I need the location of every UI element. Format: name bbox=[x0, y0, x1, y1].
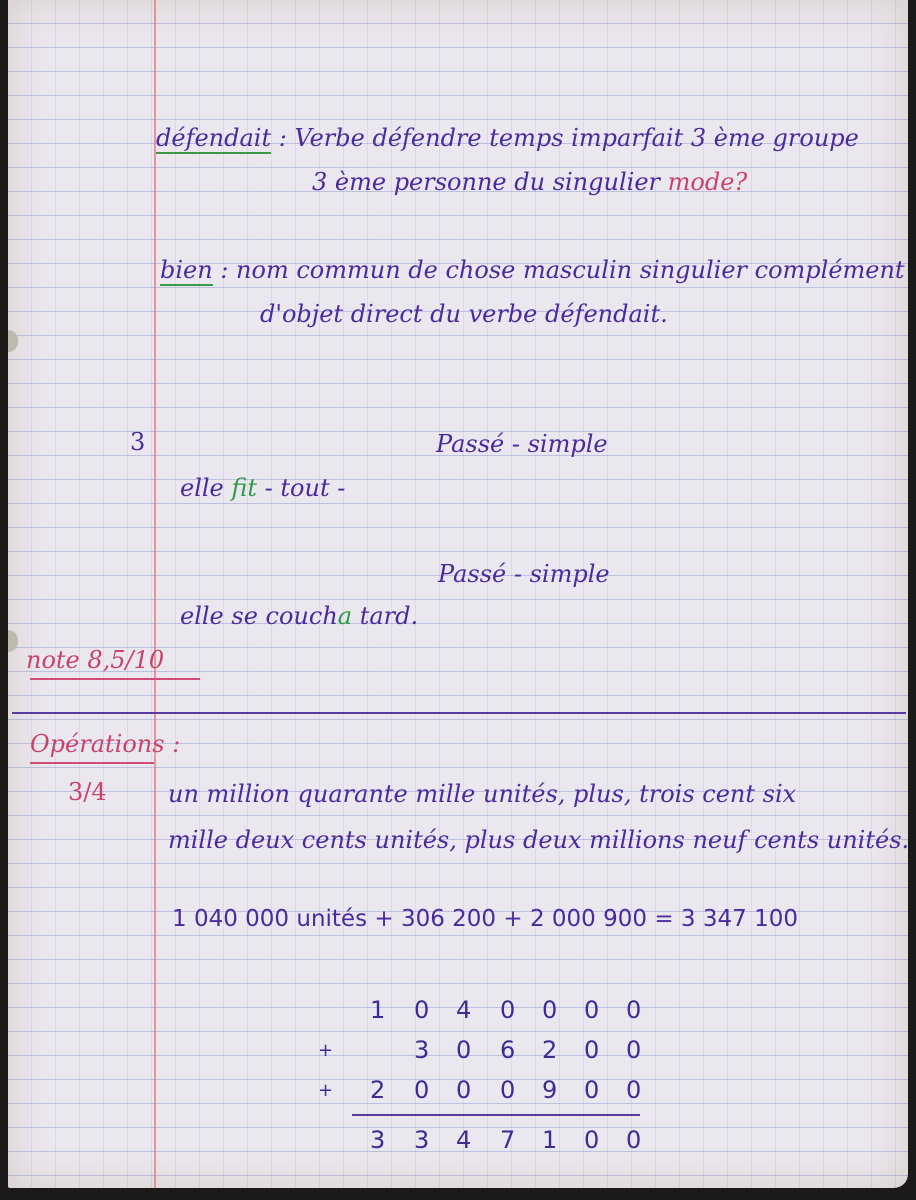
addition-digit: 0 bbox=[500, 1076, 516, 1104]
passe-simple-label-2: Passé - simple bbox=[438, 560, 610, 588]
addition-digit: 0 bbox=[500, 996, 516, 1024]
addition-digit: 0 bbox=[584, 1036, 600, 1064]
analysis-defendait-line2 bbox=[312, 168, 747, 196]
addition-digit: 2 bbox=[370, 1076, 386, 1104]
binder-hole bbox=[8, 630, 18, 652]
operations-title: Opérations : bbox=[30, 730, 181, 758]
word-bien: bien bbox=[160, 256, 213, 284]
addition-digit: 3 bbox=[414, 1036, 430, 1064]
addition-result-digit: 3 bbox=[370, 1126, 386, 1154]
grade-note: note 8,5/10 bbox=[26, 646, 165, 674]
notebook-page bbox=[8, 0, 908, 1188]
passe-simple-label-1: Passé - simple bbox=[436, 430, 608, 458]
bien-description-line2: d'objet direct du verbe défendait. bbox=[260, 300, 668, 328]
addition-digit: 0 bbox=[584, 996, 600, 1024]
problem-line-2: mille deux cents unités, plus deux millions neuf cents unités. bbox=[168, 826, 910, 854]
addition-result-digit: 4 bbox=[456, 1126, 472, 1154]
addition-digit: 0 bbox=[456, 1036, 472, 1064]
sentence-2-start: elle se couch bbox=[180, 602, 338, 630]
operations-underline bbox=[30, 762, 154, 764]
verb-fit: fit bbox=[231, 474, 258, 502]
exercise-number: 3 bbox=[130, 428, 146, 456]
addition-digit: 0 bbox=[584, 1076, 600, 1104]
addition-digit: 0 bbox=[414, 996, 430, 1024]
defendait-description: : Verbe défendre temps imparfait 3 ème groupe bbox=[271, 124, 859, 152]
section-divider bbox=[12, 712, 906, 714]
sentence-1-end: - tout - bbox=[257, 474, 346, 502]
verb-ending: a bbox=[337, 602, 353, 630]
addition-result-digit: 0 bbox=[626, 1126, 642, 1154]
addition-digit: 2 bbox=[542, 1036, 558, 1064]
sentence-2-end: tard. bbox=[352, 602, 419, 630]
plus-sign: + bbox=[318, 1040, 334, 1061]
addition-digit: 0 bbox=[626, 1036, 642, 1064]
equation-line: 1 040 000 unités + 306 200 + 2 000 900 = 3 347 100 bbox=[172, 906, 798, 932]
addition-result-rule bbox=[352, 1114, 640, 1116]
addition-digit: 4 bbox=[456, 996, 472, 1024]
addition-digit: 0 bbox=[456, 1076, 472, 1104]
analysis-defendait bbox=[156, 124, 859, 152]
addition-digit: 0 bbox=[626, 1076, 642, 1104]
addition-digit: 1 bbox=[370, 996, 386, 1024]
operations-score: 3/4 bbox=[68, 778, 107, 806]
margin-line bbox=[154, 0, 156, 1188]
problem-line-1: un million quarante mille unités, plus, trois cent six bbox=[168, 780, 797, 808]
addition-result-digit: 3 bbox=[414, 1126, 430, 1154]
analysis-bien bbox=[160, 256, 905, 284]
defendait-person: 3 ème personne du singulier bbox=[312, 168, 660, 196]
binder-hole bbox=[8, 330, 18, 352]
addition-result-digit: 0 bbox=[584, 1126, 600, 1154]
addition-digit: 6 bbox=[500, 1036, 516, 1064]
mode-question: mode? bbox=[667, 168, 748, 196]
bien-description: : nom commun de chose masculin singulier complément bbox=[212, 256, 905, 284]
sentence-2 bbox=[180, 602, 418, 630]
addition-digit: 0 bbox=[626, 996, 642, 1024]
addition-digit: 9 bbox=[542, 1076, 558, 1104]
addition-digit: 0 bbox=[414, 1076, 430, 1104]
word-defendait: défendait bbox=[156, 124, 272, 152]
sentence-1-start: elle bbox=[180, 474, 232, 502]
addition-result-digit: 1 bbox=[542, 1126, 558, 1154]
sentence-1 bbox=[180, 474, 345, 502]
grade-underline bbox=[30, 678, 200, 680]
addition-digit: 0 bbox=[542, 996, 558, 1024]
addition-result-digit: 7 bbox=[500, 1126, 516, 1154]
plus-sign: + bbox=[318, 1080, 334, 1101]
